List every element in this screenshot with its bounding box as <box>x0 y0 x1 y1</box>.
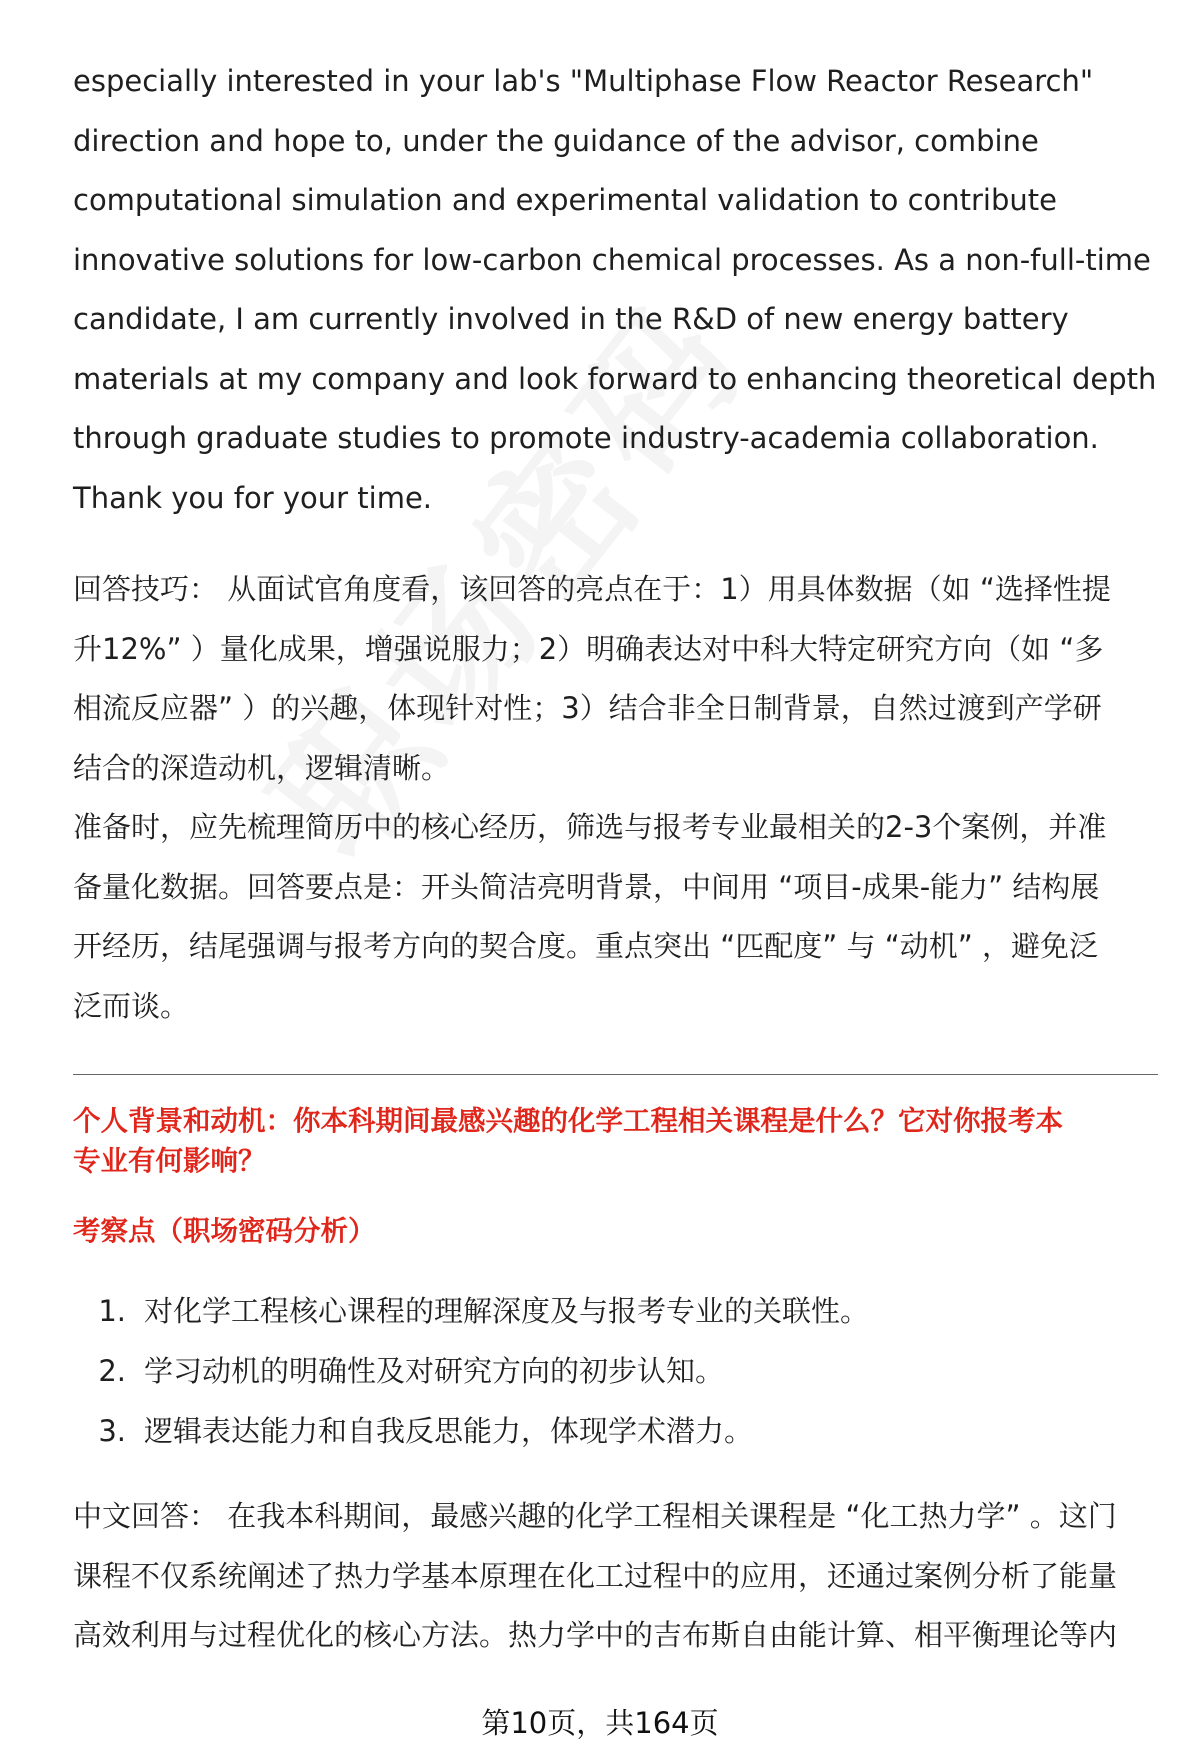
intro-line: computational simulation and experimental validation to contribute <box>73 183 1057 217</box>
answer-line: 课程不仅系统阐述了热力学基本原理在化工过程中的应用，还通过案例分析了能量 <box>73 1558 1118 1593</box>
list-item <box>73 1341 1158 1401</box>
list-text: 逻辑表达能力和自我反思能力，体现学术潜力。 <box>144 1414 754 1448</box>
section-divider <box>73 1074 1158 1075</box>
intro-line: direction and hope to, under the guidance of the advisor, combine <box>73 123 1039 158</box>
list-text: 对化学工程核心课程的理解深度及与报考专业的关联性。 <box>144 1294 870 1328</box>
prep-paragraph <box>73 798 1158 1036</box>
tips-line: 相流反应器” ）的兴趣，体现针对性；3）结合非全日制背景，自然过渡到产学研 <box>73 691 1102 725</box>
intro-line: especially interested in your lab's "Multiphase Flow Reactor Research" <box>73 64 1094 98</box>
question-line: 个人背景和动机：你本科期间最感兴趣的化学工程相关课程是什么？它对你报考本 <box>73 1105 1063 1137</box>
assessment-list <box>73 1281 1158 1461</box>
assessment-heading: 考察点（职场密码分析） <box>73 1215 376 1247</box>
intro-line: Thank you for your time. <box>73 480 433 515</box>
prep-line: 准备时，应先梳理简历中的核心经历，筛选与报考专业最相关的2-3个案例，并准 <box>73 810 1107 844</box>
list-item <box>73 1281 1158 1341</box>
prep-line: 开经历，结尾强调与报考方向的契合度。重点突出 “匹配度” 与 “动机” ，避免泛 <box>73 929 1098 963</box>
intro-line: materials at my company and look forward to enhancing theoretical depth <box>73 361 1157 396</box>
tips-line: 回答技巧： 从面试官角度看，该回答的亮点在于：1）用具体数据（如 “选择性提 <box>73 572 1111 606</box>
question-line: 专业有何影响？ <box>73 1145 266 1177</box>
intro-line: candidate, I am currently involved in the R&D of new energy battery <box>73 302 1069 336</box>
page-content <box>73 52 1158 1666</box>
tips-paragraph <box>73 560 1158 798</box>
tips-line: 升12%” ）量化成果，增强说服力；2）明确表达对中科大特定研究方向（如 “多 <box>73 631 1104 666</box>
intro-line: innovative solutions for low-carbon chemical processes. As a non-full-time <box>73 242 1151 277</box>
answer-paragraph <box>73 1487 1158 1666</box>
prep-line: 备量化数据。回答要点是：开头简洁亮明背景，中间用 “项目-成果-能力” 结构展 <box>73 869 1100 904</box>
list-number: 1. <box>98 1294 126 1328</box>
question-heading <box>73 1101 1158 1181</box>
intro-line: through graduate studies to promote industry-academia collaboration. <box>73 421 1099 455</box>
list-number: 3. <box>98 1414 126 1448</box>
page-number-footer: 第10页，共164页 <box>481 1706 719 1740</box>
answer-line: 高效利用与过程优化的核心方法。热力学中的吉布斯自由能计算、相平衡理论等内 <box>73 1618 1118 1652</box>
list-text: 学习动机的明确性及对研究方向的初步认知。 <box>144 1354 725 1388</box>
answer-line: 中文回答： 在我本科期间，最感兴趣的化学工程相关课程是 “化工热力学” 。这门 <box>73 1499 1117 1533</box>
prep-line: 泛而谈。 <box>73 988 190 1023</box>
intro-paragraph <box>73 52 1158 528</box>
tips-line: 结合的深造动机，逻辑清晰。 <box>73 750 451 785</box>
list-number: 2. <box>98 1354 126 1388</box>
list-item <box>73 1401 1158 1461</box>
